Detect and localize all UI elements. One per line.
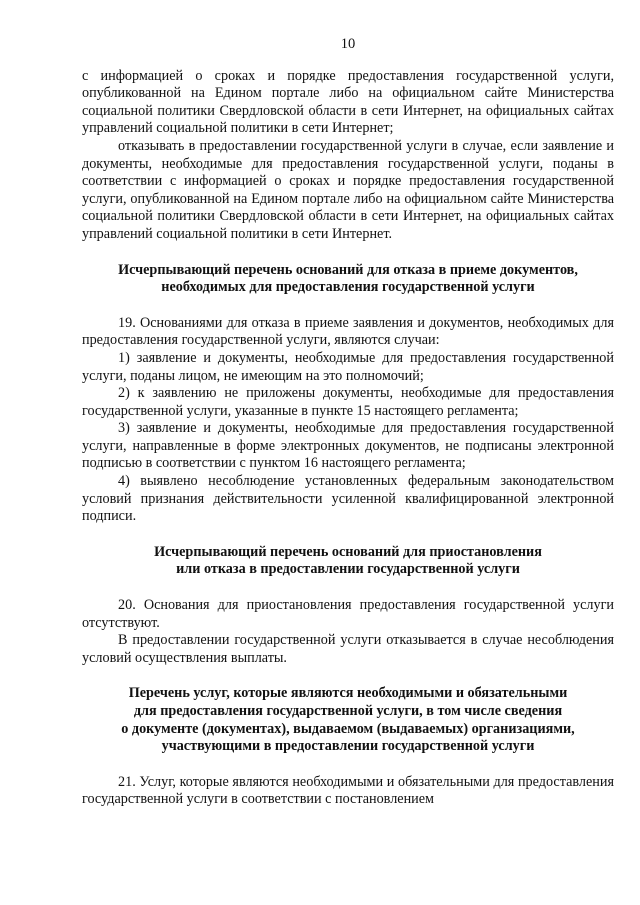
heading-line: для предоставления государственной услуги, в том числе сведения xyxy=(133,703,563,719)
list-item: 3) заявление и документы, необходимые для предоставления государственной услуги, направленные в форме электронных документов, не подписаны электронной подписью в соответствии с пунктом 16 настоящего регламента; xyxy=(82,420,614,472)
heading-line: или отказа в предоставлении государственной услуги xyxy=(176,561,520,578)
heading-line: о документе (документах), выдаваемом (выдаваемых) организациями, xyxy=(121,720,575,737)
paragraph: отказывать в предоставлении государственной услуги в случае, если заявление и документы, необходимые для предоставления государственной услуги, поданы в соответствии с информацией о сроках и порядке предоставления государственной услуги, опубликованной на Едином портале либо на официальном сайте Министерства социальной политики Свердловской области в сети Интернет, на официальных сайтах управлений социальной политики в сети Интернет. xyxy=(82,137,614,242)
heading-line: Исчерпывающий перечень оснований для отказа в приеме документов, xyxy=(118,261,578,278)
heading-line: Перечень услуг, которые являются необходимыми и обязательными xyxy=(128,685,568,702)
heading-line: Исчерпывающий перечень оснований для приостановления xyxy=(154,543,542,560)
paragraph: 19. Основаниями для отказа в приеме заявления и документов, необходимых для предоставления государственной услуги, являются случаи: xyxy=(82,314,614,349)
page-number: 10 xyxy=(340,36,356,52)
paragraph: 21. Услуг, которые являются необходимыми и обязательными для предоставления государственной услуги в соответствии с постановлением xyxy=(82,773,614,808)
section-heading xyxy=(82,544,614,579)
list-item: 4) выявлено несоблюдение установленных федеральным законодательством условий признания действительности усиленной квалифицированной электронной подписи. xyxy=(82,473,614,525)
heading-line: участвующими в предоставлении государственной услуги xyxy=(161,738,535,755)
heading-line: необходимых для предоставления государственной услуги xyxy=(161,279,535,296)
paragraph: с информацией о сроках и порядке предоставления государственной услуги, опубликованной на Едином портале либо на официальном сайте Министерства социальной политики Свердловской области в сети Интернет, на официальных сайтах управлений социальной политики в сети Интернет; xyxy=(82,67,614,137)
list-item: 1) заявление и документы, необходимые для предоставления государственной услуги, поданы лицом, не имеющим на это полномочий; xyxy=(82,349,614,384)
document-page xyxy=(82,36,614,809)
list-item: 2) к заявлению не приложены документы, необходимые для предоставления государственной услуги, указанные в пункте 15 настоящего регламента; xyxy=(82,385,614,419)
section-heading xyxy=(82,685,614,755)
paragraph: В предоставлении государственной услуги отказывается в случае несоблюдения условий осуществления выплаты. xyxy=(82,632,614,666)
paragraph: 20. Основания для приостановления предоставления государственной услуги отсутствуют. xyxy=(82,597,614,631)
section-heading xyxy=(82,262,614,297)
